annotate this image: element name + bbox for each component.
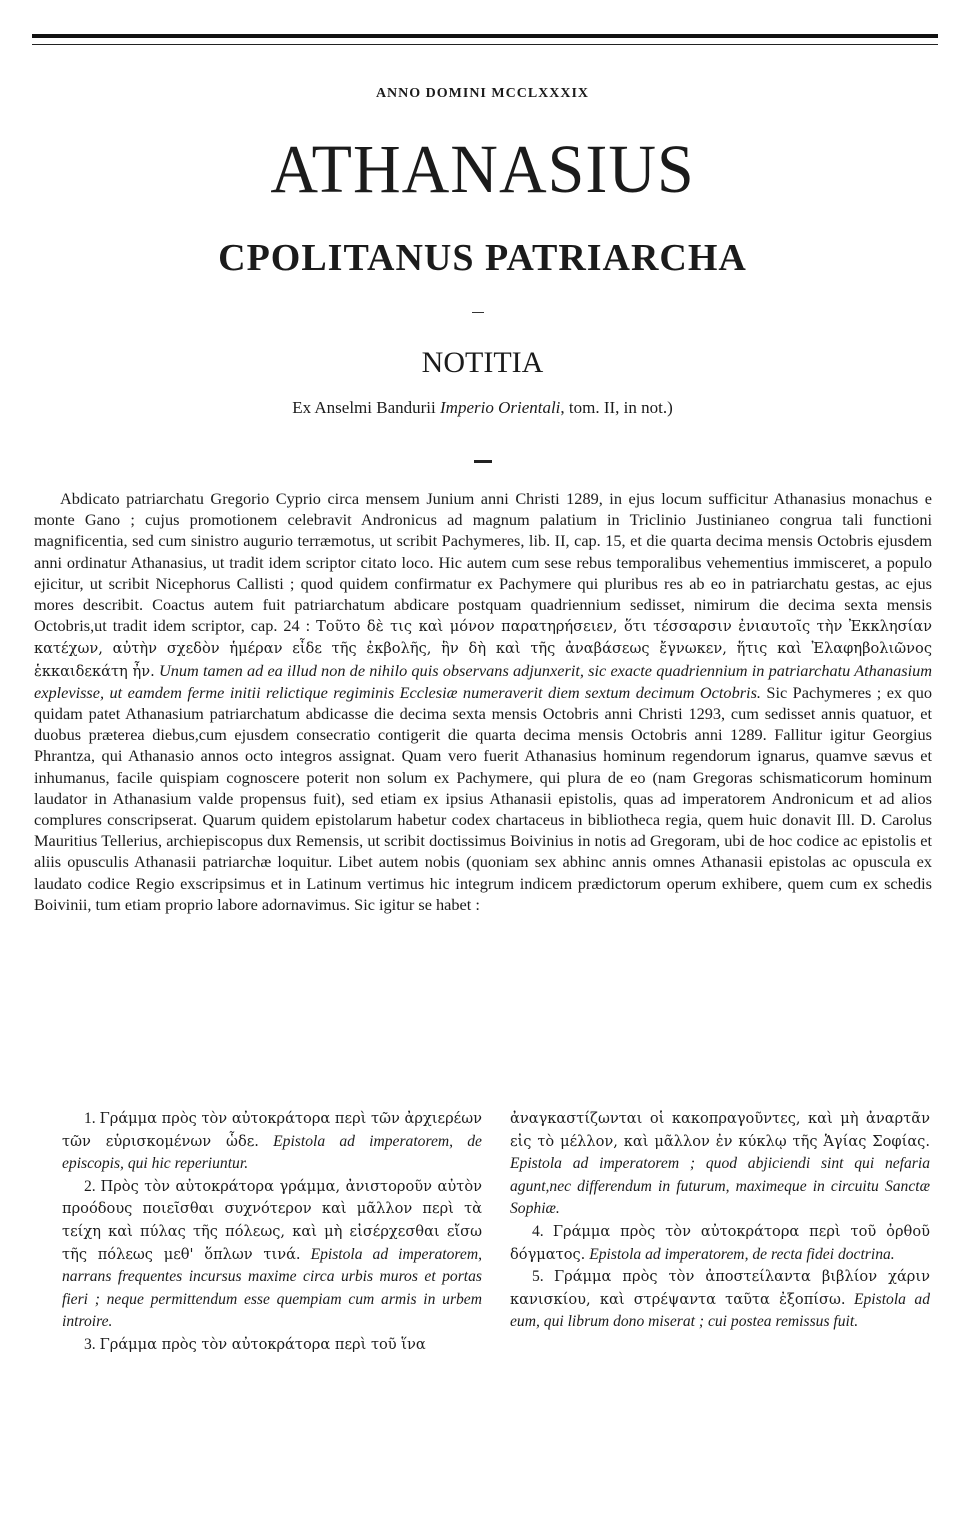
index-entry — [62, 1108, 482, 1176]
separator-dash — [472, 312, 484, 313]
index-entry — [62, 1334, 482, 1357]
index-entry — [510, 1108, 930, 1221]
index-entry — [510, 1266, 930, 1334]
index-column-right — [510, 1108, 930, 1334]
greek-quotation: Τοῦτο δὲ τις καὶ μόνον παρατηρήσειεν, ὅτι τέσσαρσιν ἐνιαυτοῖς τὴν Ἐκκλησίαν κατέχων, αὐτὴν σχεδὸν ἡμέραν εἶδε τῆς ἐκβολῆς, ἣν δὴ καὶ τῆς ἀναβάσεως ἔγνωκεν, ἥτις καὶ Ἐλαφηβολιῶνος ἑκκαιδεκάτη ἦν. — [34, 618, 932, 680]
entry-greek: ἀναγκαστίζωνται οἱ κακοπραγοῦντες, καὶ μὴ ἀναρτᾶν εἰς τὸ μέλλον, καὶ μᾶλλον ἐν κύκλῳ τῆς Ἁγίας Σοφίας. — [510, 1110, 930, 1150]
entry-latin: Epistola ad eum, qui librum dono miserat ; cui postea remissus fuit. — [510, 1290, 930, 1331]
entry-greek: Γράμμα πρὸς τὸν αὐτοκράτορα περὶ τῶν ἀρχιερέων τῶν εὑρισκομένων ὧδε. — [62, 1110, 482, 1150]
entry-latin: Epistola ad imperatorem, de recta fidei doctrina. — [589, 1245, 895, 1263]
entry-latin: Epistola ad imperatorem ; quod abjiciendi sint qui nefaria agunt,nec differendum in futurum, maximeque in circuitu Sanctæ Sophiæ. — [510, 1155, 930, 1218]
top-rule-thick — [32, 34, 938, 38]
page-subtitle: CPOLITANUS PATRIARCHA — [218, 237, 747, 279]
entry-greek: Γράμμα πρὸς τὸν αὐτοκράτορα περὶ τοῦ ἵνα — [99, 1335, 426, 1353]
body-part-1: Abdicato patriarchatu Gregorio Cyprio circa mensem Junium anni Christi 1289, in ejus locum sufficitur Athanasius monachus e monte Gano ; cujus promotionem celebravit Andronicus ad magnum palatium in Triclinio Justinianeo congrua tali functioni magnificentia, sed cum sinistro augurio terræmotus, ut scribit Pachymeres, lib. II, cap. 15, et die quarta decima mensis Octobris ejusdem anni ordinatur Athanasius, ut tradit idem scriptor citato loco. Hic autem cum sese rebus temporalibus vehementius immisceret, a populo ejicitur, ut scribit Nicephorus Callisti ; quod quidem confirmatur ex Pachymere qui pluribus res ab eo in patriarchatu gestas, ac ejus mores describit. Coactus autem fuit patriarchatum abdicare postquam quadriennium sedisset, nimirum die decima sexta mensis Octobris,ut tradit idem scriptor, cap. 24 : — [34, 489, 932, 636]
entry-greek: Πρὸς τὸν αὐτοκράτορα γράμμα, ἀνιστοροῦν αὐτὸν προόδους ποιεῖσθαι συχνότερον καὶ μᾶλλον περὶ τὰ τείχη καὶ πύλας τῆς πόλεως, καὶ μὴ εἰσέρχεσθαι εἴσω τῆς πόλεως μεθ' ὅπλων τινά. — [62, 1177, 482, 1263]
entry-number: 3. — [84, 1335, 96, 1353]
section-heading: NOTITIA — [421, 346, 544, 379]
running-head: ANNO DOMINI MCCLXXXIX — [375, 86, 590, 101]
index-entry — [510, 1221, 930, 1266]
body-paragraph — [34, 488, 932, 915]
separator-dash-bold — [474, 460, 492, 463]
source-work: Imperio Orientali — [440, 398, 561, 417]
entry-greek: Γράμμα πρὸς τὸν ἀποστείλαντα βιβλίον χάριν κανισκίου, καὶ στρέψαντα ταῦτα ἐξοπίσω. — [510, 1268, 930, 1308]
entry-number: 4. — [532, 1222, 544, 1240]
entry-number: 5. — [532, 1268, 544, 1286]
latin-translation: Unum tamen ad ea illud non de nihilo quis observans adjunxerit, sic exacte quadriennium in patriarchatu Athanasium explevisse, ut eamdem ferme initii relictique regiminis Ecclesiæ numeraverit diem sextum decimum Octobris. — [34, 660, 932, 702]
index-column-left — [62, 1108, 482, 1357]
entry-latin: Epistola ad imperatorem, narrans frequentes incursus maxime circa urbis muros et portas fieri ; neque permittendum esse quempiam cum armis in urbem introire. — [62, 1245, 483, 1331]
entry-number: 2. — [84, 1177, 96, 1195]
index-entry — [62, 1176, 482, 1334]
body-part-2: Sic Pachymeres ; ex quo quidam patet Athanasium patriarchatum abdicasse die decima sexta mensis Octobris anni Christi 1293, cum sedisset annis quatuor, et duobus præterea diebus,cum ejusdem consecratio contigerit die quarta decima mensis Octobris anni 1289. Fallitur igitur Georgius Phrantza, qui Athanasio annos octo integros assignat. Quam vero fuerit Athanasius hominum regendorum ignarus, quamve sævus et inhumanus, facile quispiam cognoscere poterit non solum ex Pachymere, qui plura de eo (nam Gregoras schismaticorum hominum laudator in Athanasium valde propensus fuit), sed etiam ex ipsius Athanasii epistolis, quas ad imperatorem Andronicum et ad alios complures conscripserat. Quarum quidem epistolarum habetur codex chartaceus in bibliotheca regia, quem huic donavit Ill. D. Carolus Mauritius Tellerius, archiepiscopus dux Remensis, ut scribit doctissimus Boivinius in notis ad Gregoram, ubi de hoc codice ac epistolis et aliis opusculis Athanasii patriarchæ loquitur. Libet autem nobis (quoniam sex abhinc annis omnes Athanasii epistolas ac opuscula ex laudato codice Regio exscripsimus et in Latinum vertimus hic integrum indicem prædictorum operum exhibere, quem cum ex schedis Boivinii, tum etiam proprio labore adornavimus. Sic igitur se habet : — [34, 682, 932, 914]
entry-latin: Epistola ad imperatorem, de episcopis, qui hic reperiuntur. — [62, 1132, 482, 1173]
page-title: ATHANASIUS — [270, 131, 695, 208]
source-line — [0, 398, 965, 418]
source-suffix: , tom. II, in not.) — [560, 398, 673, 417]
body-text — [34, 488, 932, 915]
top-rule-thin — [32, 44, 938, 45]
source-prefix: Ex Anselmi Bandurii — [292, 398, 440, 417]
entry-greek: Γράμμα πρὸς τὸν αὐτοκράτορα περὶ τοῦ ὀρθοῦ δόγματος. — [510, 1222, 930, 1263]
entry-number: 1. — [84, 1110, 96, 1127]
